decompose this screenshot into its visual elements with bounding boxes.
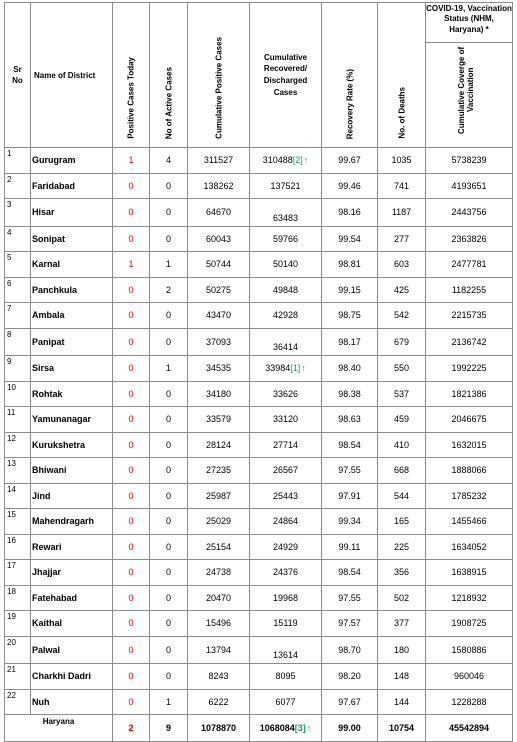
positive-today-cell: 0 <box>113 328 150 356</box>
header-vaccination-coverage: Cumulative Coverge of Vaccination <box>457 46 476 134</box>
sr-no-cell: 1 <box>5 148 31 174</box>
recovery-rate-cell: 98.54 <box>322 560 378 586</box>
table-row <box>5 664 513 690</box>
header-positive-today: Positive Cases Today <box>113 3 150 148</box>
vaccination-coverage-cell: 2215735 <box>426 303 513 329</box>
deaths-cell: 679 <box>378 328 426 356</box>
recovery-rate-cell: 98.70 <box>322 636 378 664</box>
vaccination-coverage-cell: 1992225 <box>426 356 513 382</box>
total-positive-today: 2 <box>113 715 150 742</box>
table-row <box>5 509 513 535</box>
cumulative-recovered-cell <box>250 560 322 586</box>
positive-today-cell: 0 <box>113 664 150 690</box>
table-row <box>5 328 513 356</box>
positive-today-cell: 0 <box>113 226 150 252</box>
recovered-delta: [1] <box>290 363 301 374</box>
header-vaccination <box>426 3 513 148</box>
active-cases-cell: 1 <box>150 252 188 278</box>
recovered-value: 137521 <box>270 180 301 191</box>
cumulative-positive-cell: 15496 <box>188 611 250 637</box>
recovery-rate-cell: 98.16 <box>322 199 378 227</box>
recovered-value: 50140 <box>272 259 299 270</box>
sr-no-cell: 8 <box>5 328 31 356</box>
header-cumulative-recovered: Cumulative Recovered/ Discharged Cases <box>250 3 322 148</box>
header-district: Name of District <box>31 3 113 148</box>
positive-today-cell: 1 <box>113 252 150 278</box>
district-name-cell: Sonipat <box>31 226 113 252</box>
recovered-value: 24929 <box>272 541 299 552</box>
cumulative-positive-cell: 34180 <box>188 381 250 407</box>
positive-today-cell: 0 <box>113 585 150 611</box>
cumulative-recovered-cell <box>250 509 322 535</box>
vaccination-coverage-cell: 1785232 <box>426 483 513 509</box>
table-row <box>5 356 513 382</box>
sr-no-cell: 9 <box>5 356 31 382</box>
recovery-rate-cell: 98.81 <box>322 252 378 278</box>
cumulative-recovered-cell <box>250 199 322 227</box>
recovered-value: 19968 <box>272 592 299 603</box>
table-row <box>5 689 513 715</box>
total-vaccination: 45542894 <box>426 715 513 742</box>
cumulative-positive-cell: 8243 <box>188 664 250 690</box>
deaths-cell: 542 <box>378 303 426 329</box>
vaccination-coverage-cell: 1632015 <box>426 432 513 458</box>
table-row <box>5 252 513 278</box>
district-name-cell: Panipat <box>31 328 113 356</box>
positive-today-cell: 0 <box>113 277 150 303</box>
recovery-rate-cell: 98.20 <box>322 664 378 690</box>
positive-today-cell: 0 <box>113 483 150 509</box>
active-cases-cell: 2 <box>150 277 188 303</box>
recovered-value: 33984 <box>265 363 291 374</box>
recovered-delta: [2] <box>292 155 303 166</box>
deaths-cell: 225 <box>378 534 426 560</box>
table-row <box>5 407 513 433</box>
active-cases-cell: 0 <box>150 303 188 329</box>
recovery-rate-cell: 98.75 <box>322 303 378 329</box>
recovery-rate-cell: 99.46 <box>322 173 378 199</box>
table-row <box>5 277 513 303</box>
district-name-cell: Palwal <box>31 636 113 664</box>
positive-today-cell: 0 <box>113 432 150 458</box>
recovered-value: 15119 <box>273 618 298 629</box>
district-name-cell: Charkhi Dadri <box>31 664 113 690</box>
sr-no-cell: 12 <box>5 432 31 458</box>
positive-today-cell: 0 <box>113 560 150 586</box>
recovered-value: 27714 <box>272 439 299 450</box>
cumulative-positive-cell: 138262 <box>188 173 250 199</box>
recovery-rate-cell: 99.15 <box>322 277 378 303</box>
recovered-value: 13614 <box>272 650 299 660</box>
active-cases-cell: 0 <box>150 407 188 433</box>
cumulative-recovered-cell <box>250 534 322 560</box>
recovered-value: 24864 <box>272 516 299 527</box>
deaths-cell: 544 <box>378 483 426 509</box>
active-cases-cell: 0 <box>150 509 188 535</box>
active-cases-cell: 0 <box>150 458 188 484</box>
recovered-value: 310488 <box>262 155 293 166</box>
table-row <box>5 303 513 329</box>
recovery-rate-cell: 98.54 <box>322 432 378 458</box>
total-recovery-rate: 99.00 <box>322 715 378 742</box>
cumulative-recovered-cell <box>250 381 322 407</box>
recovered-value: 49848 <box>272 284 299 295</box>
deaths-cell: 537 <box>378 381 426 407</box>
cumulative-positive-cell: 25154 <box>188 534 250 560</box>
cumulative-recovered-cell <box>250 689 322 715</box>
table-row <box>5 534 513 560</box>
deaths-cell: 502 <box>378 585 426 611</box>
vaccination-coverage-cell: 1888066 <box>426 458 513 484</box>
active-cases-cell: 0 <box>150 173 188 199</box>
table-row <box>5 148 513 174</box>
sr-no-cell: 10 <box>5 381 31 407</box>
vaccination-coverage-cell: 1634052 <box>426 534 513 560</box>
active-cases-cell: 0 <box>150 432 188 458</box>
sr-no-cell: 18 <box>5 585 31 611</box>
recovery-rate-cell: 97.57 <box>322 611 378 637</box>
up-arrow-icon: ↑ <box>306 723 312 733</box>
cumulative-recovered-cell <box>250 303 322 329</box>
active-cases-cell: 0 <box>150 328 188 356</box>
cumulative-positive-cell: 50275 <box>188 277 250 303</box>
sr-no-cell: 6 <box>5 277 31 303</box>
recovery-rate-cell: 99.34 <box>322 509 378 535</box>
cumulative-positive-cell: 34535 <box>188 356 250 382</box>
district-name-cell: Jhajjar <box>31 560 113 586</box>
cumulative-recovered-cell <box>250 407 322 433</box>
deaths-cell: 144 <box>378 689 426 715</box>
district-name-cell: Bhiwani <box>31 458 113 484</box>
recovery-rate-cell: 98.38 <box>322 381 378 407</box>
sr-no-cell: 17 <box>5 560 31 586</box>
positive-today-cell: 0 <box>113 509 150 535</box>
cumulative-positive-cell: 20470 <box>188 585 250 611</box>
vaccination-coverage-cell: 1821386 <box>426 381 513 407</box>
sr-no-cell: 15 <box>5 509 31 535</box>
vaccination-coverage-cell: 4193651 <box>426 173 513 199</box>
table-row <box>5 432 513 458</box>
header-deaths: No. of Deaths <box>378 3 426 148</box>
deaths-cell: 148 <box>378 664 426 690</box>
recovery-rate-cell: 99.11 <box>322 534 378 560</box>
active-cases-cell: 0 <box>150 560 188 586</box>
sr-no-cell: 4 <box>5 226 31 252</box>
total-active-cases: 9 <box>150 715 188 742</box>
vaccination-coverage-cell: 2477781 <box>426 252 513 278</box>
sr-no-cell: 14 <box>5 483 31 509</box>
recovered-value: 8095 <box>275 671 296 682</box>
district-name-cell: Ambala <box>31 303 113 329</box>
deaths-cell: 180 <box>378 636 426 664</box>
cumulative-positive-cell: 33579 <box>188 407 250 433</box>
sr-no-cell: 21 <box>5 664 31 690</box>
total-recovered-delta: [3] <box>294 723 306 733</box>
covid-district-table <box>4 2 513 742</box>
district-name-cell: Sirsa <box>31 356 113 382</box>
header-row <box>5 3 513 148</box>
cumulative-positive-cell: 311527 <box>188 148 250 174</box>
deaths-cell: 277 <box>378 226 426 252</box>
district-name-cell: Kurukshetra <box>31 432 113 458</box>
deaths-cell: 165 <box>378 509 426 535</box>
table-row <box>5 636 513 664</box>
positive-today-cell: 0 <box>113 534 150 560</box>
cumulative-recovered-cell <box>250 356 322 382</box>
recovery-rate-cell: 98.17 <box>322 328 378 356</box>
cumulative-positive-cell: 50744 <box>188 252 250 278</box>
recovered-value: 33626 <box>272 388 299 399</box>
recovered-value: 42928 <box>272 310 299 321</box>
recovered-value: 25443 <box>272 490 299 501</box>
active-cases-cell: 0 <box>150 483 188 509</box>
active-cases-cell: 1 <box>150 689 188 715</box>
active-cases-cell: 1 <box>150 356 188 382</box>
recovery-rate-cell: 97.55 <box>322 585 378 611</box>
header-cumulative-positive: Cumulative Positive Cases <box>188 3 250 148</box>
total-cumulative-positive: 1078870 <box>188 715 250 742</box>
deaths-cell: 1035 <box>378 148 426 174</box>
cumulative-recovered-cell <box>250 611 322 637</box>
district-name-cell: Rewari <box>31 534 113 560</box>
positive-today-cell: 0 <box>113 458 150 484</box>
positive-today-cell: 0 <box>113 303 150 329</box>
sr-no-cell: 3 <box>5 199 31 227</box>
sr-no-cell: 19 <box>5 611 31 637</box>
vaccination-coverage-cell: 1580886 <box>426 636 513 664</box>
deaths-cell: 356 <box>378 560 426 586</box>
district-name-cell: Karnal <box>31 252 113 278</box>
sr-no-cell: 11 <box>5 407 31 433</box>
recovery-rate-cell: 98.40 <box>322 356 378 382</box>
positive-today-cell: 0 <box>113 173 150 199</box>
cumulative-positive-cell: 43470 <box>188 303 250 329</box>
vaccination-coverage-cell: 1228288 <box>426 689 513 715</box>
cumulative-recovered-cell <box>250 483 322 509</box>
positive-today-cell: 0 <box>113 356 150 382</box>
active-cases-cell: 0 <box>150 664 188 690</box>
district-name-cell: Nuh <box>31 689 113 715</box>
positive-today-cell: 0 <box>113 611 150 637</box>
table-row <box>5 173 513 199</box>
vaccination-coverage-cell: 2363826 <box>426 226 513 252</box>
deaths-cell: 410 <box>378 432 426 458</box>
cumulative-positive-cell: 25029 <box>188 509 250 535</box>
district-name-cell: Mahendragarh <box>31 509 113 535</box>
deaths-cell: 459 <box>378 407 426 433</box>
recovered-value: 6077 <box>275 696 296 707</box>
up-arrow-icon: ↑ <box>303 155 309 166</box>
district-name-cell: Faridabad <box>31 173 113 199</box>
deaths-cell: 550 <box>378 356 426 382</box>
deaths-cell: 377 <box>378 611 426 637</box>
table-row <box>5 381 513 407</box>
active-cases-cell: 0 <box>150 381 188 407</box>
sr-no-cell: 5 <box>5 252 31 278</box>
header-sr-no: Sr No <box>5 3 31 148</box>
sr-no-cell: 13 <box>5 458 31 484</box>
recovered-value: 26567 <box>272 465 299 476</box>
sr-no-cell: 22 <box>5 689 31 715</box>
table-row <box>5 585 513 611</box>
sr-no-cell: 2 <box>5 173 31 199</box>
recovered-value: 59766 <box>272 233 299 244</box>
sr-no-cell: 7 <box>5 303 31 329</box>
sr-no-cell: 16 <box>5 534 31 560</box>
vaccination-coverage-cell: 5738239 <box>426 148 513 174</box>
cumulative-recovered-cell <box>250 173 322 199</box>
cumulative-positive-cell: 13794 <box>188 636 250 664</box>
district-name-cell: Jind <box>31 483 113 509</box>
active-cases-cell: 0 <box>150 534 188 560</box>
deaths-cell: 1187 <box>378 199 426 227</box>
vaccination-coverage-cell: 2136742 <box>426 328 513 356</box>
cumulative-recovered-cell <box>250 277 322 303</box>
cumulative-positive-cell: 6222 <box>188 689 250 715</box>
recovery-rate-cell: 98.63 <box>322 407 378 433</box>
cumulative-positive-cell: 25987 <box>188 483 250 509</box>
district-name-cell: Panchkula <box>31 277 113 303</box>
deaths-cell: 603 <box>378 252 426 278</box>
table-row <box>5 199 513 227</box>
recovery-rate-cell: 99.54 <box>322 226 378 252</box>
active-cases-cell: 4 <box>150 148 188 174</box>
district-name-cell: Fatehabad <box>31 585 113 611</box>
table-row <box>5 611 513 637</box>
cumulative-recovered-cell <box>250 432 322 458</box>
recovery-rate-cell: 97.55 <box>322 458 378 484</box>
vaccination-coverage-cell: 2443756 <box>426 199 513 227</box>
cumulative-recovered-cell <box>250 252 322 278</box>
active-cases-cell: 0 <box>150 585 188 611</box>
vaccination-coverage-cell: 1638915 <box>426 560 513 586</box>
cumulative-recovered-cell <box>250 458 322 484</box>
header-vaccination-group: COVID-19, Vaccination Status (NHM, Haryana) * <box>426 3 512 43</box>
cumulative-recovered-cell <box>250 664 322 690</box>
recovered-value: 33120 <box>272 414 299 425</box>
cumulative-positive-cell: 60043 <box>188 226 250 252</box>
total-deaths: 10754 <box>378 715 426 742</box>
positive-today-cell: 0 <box>113 407 150 433</box>
cumulative-positive-cell: 64670 <box>188 199 250 227</box>
recovered-value: 24376 <box>272 567 299 578</box>
total-recovered-value: 1068084 <box>259 723 295 733</box>
cumulative-recovered-cell <box>250 226 322 252</box>
cumulative-recovered-cell <box>250 585 322 611</box>
header-recovery-rate: Recovery Rate (%) <box>322 3 378 148</box>
deaths-cell: 741 <box>378 173 426 199</box>
table-row <box>5 560 513 586</box>
recovered-value: 63483 <box>272 212 299 223</box>
deaths-cell: 425 <box>378 277 426 303</box>
district-name-cell: Yamunanagar <box>31 407 113 433</box>
cumulative-recovered-cell <box>250 328 322 356</box>
sr-no-cell: 20 <box>5 636 31 664</box>
vaccination-coverage-cell: 960046 <box>426 664 513 690</box>
active-cases-cell: 0 <box>150 611 188 637</box>
recovery-rate-cell: 99.67 <box>322 148 378 174</box>
positive-today-cell: 1 <box>113 148 150 174</box>
total-label: Haryana <box>5 715 113 742</box>
district-name-cell: Hisar <box>31 199 113 227</box>
recovery-rate-cell: 97.91 <box>322 483 378 509</box>
cumulative-positive-cell: 28124 <box>188 432 250 458</box>
vaccination-coverage-cell: 1218932 <box>426 585 513 611</box>
district-name-cell: Rohtak <box>31 381 113 407</box>
cumulative-recovered-cell <box>250 148 322 174</box>
vaccination-coverage-cell: 1182255 <box>426 277 513 303</box>
vaccination-coverage-cell: 2046675 <box>426 407 513 433</box>
vaccination-coverage-cell: 1455466 <box>426 509 513 535</box>
table-row <box>5 458 513 484</box>
positive-today-cell: 0 <box>113 381 150 407</box>
vaccination-coverage-cell: 1908725 <box>426 611 513 637</box>
table-row <box>5 226 513 252</box>
active-cases-cell: 0 <box>150 199 188 227</box>
cumulative-positive-cell: 24738 <box>188 560 250 586</box>
cumulative-recovered-cell <box>250 636 322 664</box>
positive-today-cell: 0 <box>113 199 150 227</box>
up-arrow-icon: ↑ <box>301 363 306 374</box>
district-name-cell: Kaithal <box>31 611 113 637</box>
recovered-value: 36414 <box>272 342 299 352</box>
district-name-cell: Gurugram <box>31 148 113 174</box>
positive-today-cell: 0 <box>113 636 150 664</box>
active-cases-cell: 0 <box>150 226 188 252</box>
recovery-rate-cell: 97.67 <box>322 689 378 715</box>
header-active-cases: No of Active Cases <box>150 3 188 148</box>
cumulative-positive-cell: 27235 <box>188 458 250 484</box>
deaths-cell: 668 <box>378 458 426 484</box>
positive-today-cell: 0 <box>113 689 150 715</box>
table-row <box>5 483 513 509</box>
active-cases-cell: 0 <box>150 636 188 664</box>
cumulative-positive-cell: 37093 <box>188 328 250 356</box>
